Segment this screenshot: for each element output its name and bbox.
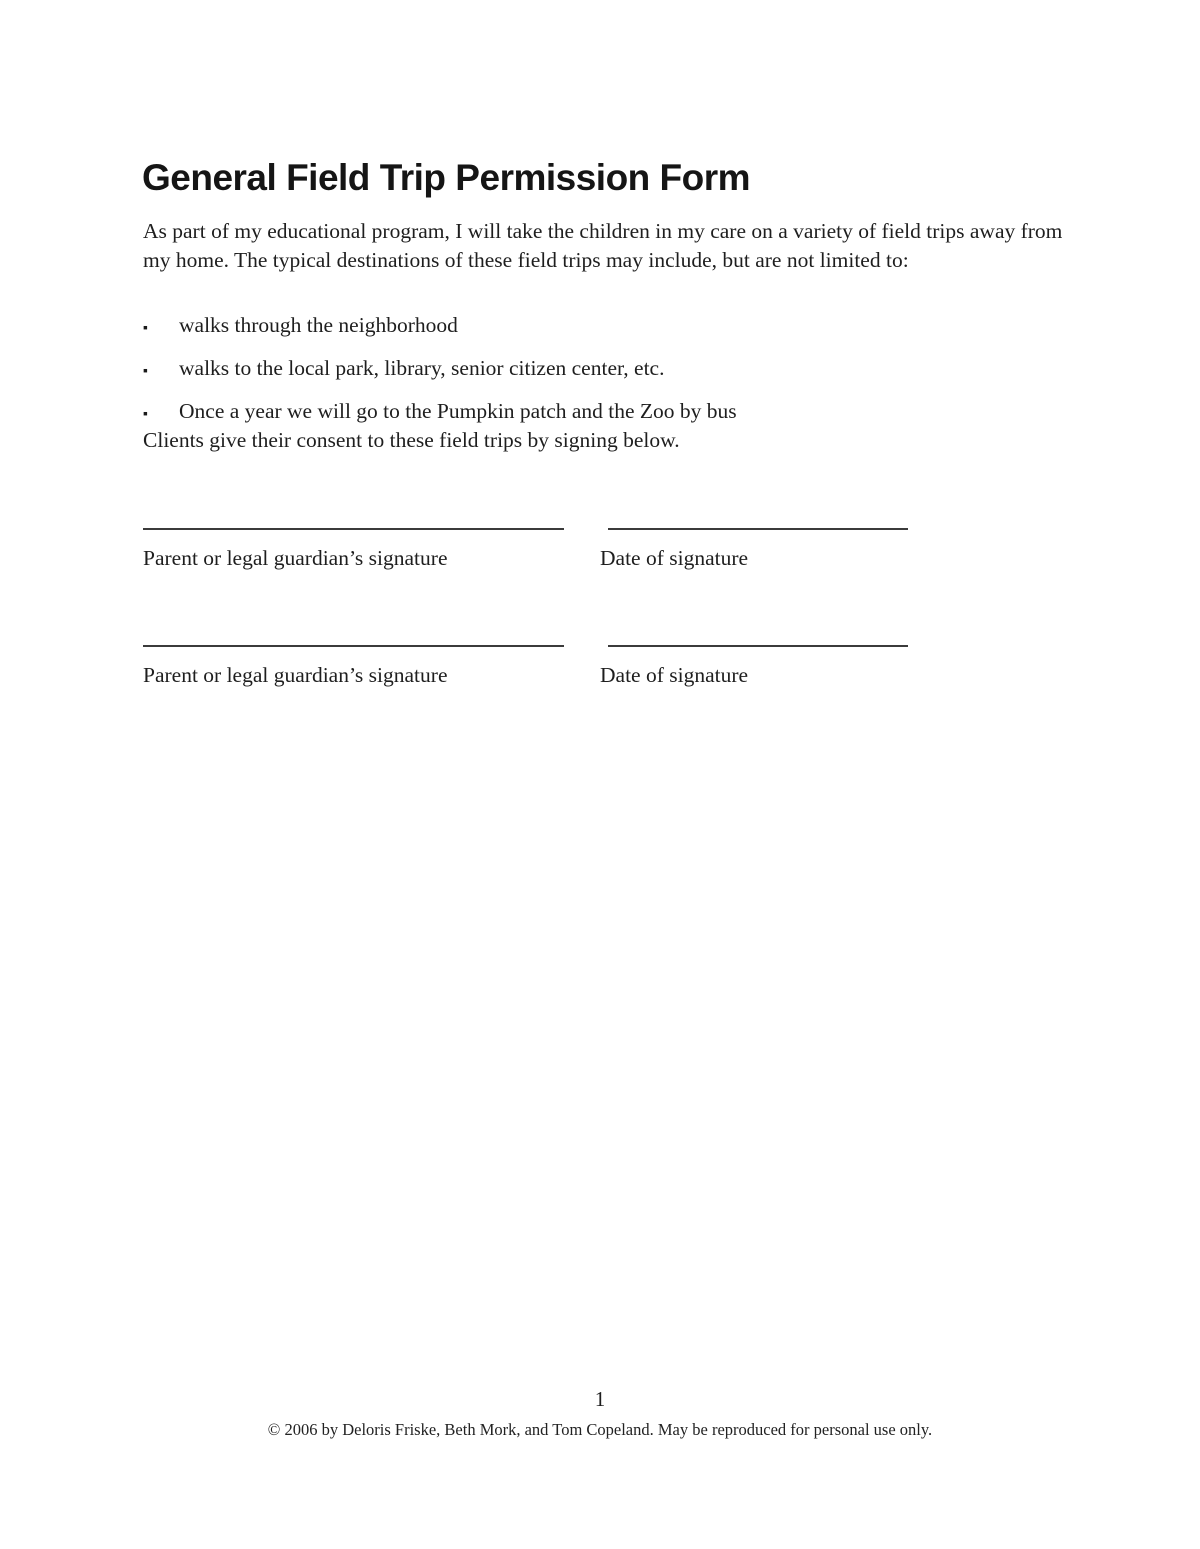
list-item-text: Once a year we will go to the Pumpkin patch and the Zoo by bus (179, 399, 737, 423)
square-bullet-icon: ▪ (143, 321, 148, 336)
date-line (608, 520, 908, 530)
list-item-text: walks to the local park, library, senior citizen center, etc. (179, 356, 665, 380)
date-label: Date of signature (600, 546, 749, 570)
signature-label: Parent or legal guardian’s signature (143, 546, 448, 570)
date-label: Date of signature (600, 663, 749, 687)
page-footer (0, 1386, 1200, 1441)
page-number: 1 (594, 1387, 606, 1411)
intro-paragraph: As part of my educational program, I will take the children in my care on a variety of field trips away from my home. The typical destinations of these field trips may include, but are not limited to: (143, 219, 1063, 272)
date-line (608, 637, 908, 647)
signature-line (143, 520, 564, 530)
list-item (143, 311, 1073, 343)
signature-block (143, 637, 1057, 727)
copyright-notice: © 2006 by Deloris Friske, Beth Mork, and Tom Copeland. May be reproduced for personal use only. (267, 1420, 933, 1439)
signature-label: Parent or legal guardian’s signature (143, 663, 448, 687)
list-item-text: walks through the neighborhood (179, 313, 458, 337)
destinations-list (143, 311, 1073, 440)
page-title: General Field Trip Permission Form (142, 157, 751, 198)
list-item (143, 397, 1073, 429)
square-bullet-icon: ▪ (143, 407, 148, 422)
signature-line (143, 637, 564, 647)
signature-block (143, 520, 1057, 610)
square-bullet-icon: ▪ (143, 364, 148, 379)
list-item (143, 354, 1073, 386)
consent-statement: Clients give their consent to these field trips by signing below. (143, 428, 680, 452)
